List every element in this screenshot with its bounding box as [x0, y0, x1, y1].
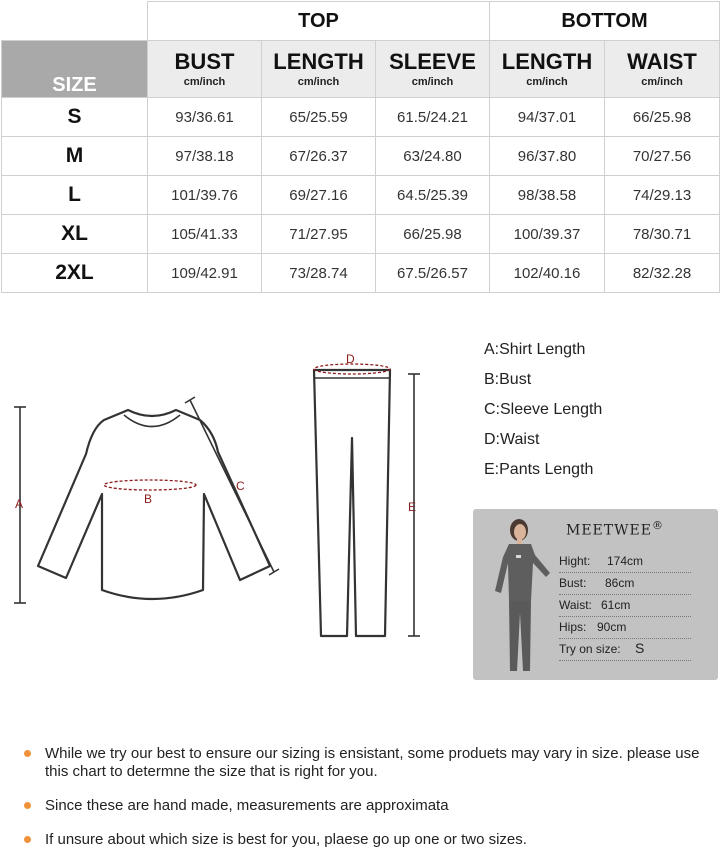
size-label: L [2, 176, 148, 215]
diagram-label-b: B [144, 492, 153, 506]
table-cell: 69/27.16 [262, 176, 376, 215]
size-label: XL [2, 215, 148, 254]
table-cell: 70/27.56 [605, 137, 720, 176]
table-cell: 67/26.37 [262, 137, 376, 176]
table-cell: 105/41.33 [148, 215, 262, 254]
table-cell: 98/38.58 [490, 176, 605, 215]
diagram-label-e: E [408, 500, 417, 514]
size-chart-table [1, 1, 720, 293]
size-label: M [2, 137, 148, 176]
table-cell: 97/38.18 [148, 137, 262, 176]
header-bottom-length: LENGTH cm/inch [490, 41, 605, 98]
model-stat-row: Waist: 61cm [559, 595, 691, 617]
legend-item: B:Bust [484, 371, 532, 388]
diagram-label-d: D [346, 352, 355, 366]
brand-name: MEETWEE® [566, 519, 664, 539]
header-top-length: LENGTH cm/inch [262, 41, 376, 98]
table-cell: 67.5/26.57 [376, 254, 490, 293]
table-cell: 101/39.76 [148, 176, 262, 215]
garment-diagram [0, 340, 470, 650]
corner-blank [2, 2, 148, 41]
table-cell: 63/24.80 [376, 137, 490, 176]
table-row [2, 98, 720, 137]
table-cell: 66/25.98 [376, 215, 490, 254]
model-stat-row: Hips: 90cm [559, 617, 691, 639]
bullet-icon [24, 750, 31, 757]
table-cell: 64.5/25.39 [376, 176, 490, 215]
legend-item: A:Shirt Length [484, 341, 586, 358]
legend-item: E:Pants Length [484, 461, 594, 478]
table-row [2, 176, 720, 215]
model-stat-row: Bust: 86cm [559, 573, 691, 595]
table-cell: 102/40.16 [490, 254, 605, 293]
bullet-icon [24, 836, 31, 843]
table-row [2, 137, 720, 176]
header-top-bust: BUST cm/inch [148, 41, 262, 98]
table-cell: 71/27.95 [262, 215, 376, 254]
model-card [473, 509, 718, 680]
table-cell: 73/28.74 [262, 254, 376, 293]
group-bottom: BOTTOM [490, 2, 720, 41]
table-row [2, 254, 720, 293]
model-stats [559, 551, 691, 661]
bullet-icon [24, 802, 31, 809]
table-cell: 94/37.01 [490, 98, 605, 137]
model-stat-row: Try on size: S [559, 639, 691, 661]
table-cell: 61.5/24.21 [376, 98, 490, 137]
legend-item: D:Waist [484, 431, 540, 448]
table-row [2, 215, 720, 254]
table-cell: 100/39.37 [490, 215, 605, 254]
diagram-label-c: C [236, 479, 245, 493]
group-top: TOP [148, 2, 490, 41]
model-figure [483, 515, 563, 677]
measurement-legend [484, 340, 602, 490]
model-stat-row: Hight: 174cm [559, 551, 691, 573]
shirt-outline [38, 410, 270, 599]
size-label: 2XL [2, 254, 148, 293]
table-cell: 65/25.59 [262, 98, 376, 137]
table-cell: 78/30.71 [605, 215, 720, 254]
table-cell: 109/42.91 [148, 254, 262, 293]
note-item: If unsure about which size is best for you, plaese go up one or two sizes. [24, 831, 714, 849]
size-notes [24, 745, 714, 865]
note-item: Since these are hand made, measurements are approximata [24, 797, 714, 815]
table-cell: 82/32.28 [605, 254, 720, 293]
note-item: While we try our best to ensure our sizing is ensistant, some produets may vary in size. please use this chart to determne the size that is right for you. [24, 745, 714, 781]
table-cell: 66/25.98 [605, 98, 720, 137]
header-bottom-waist: WAIST cm/inch [605, 41, 720, 98]
table-cell: 74/29.13 [605, 176, 720, 215]
size-label: S [2, 98, 148, 137]
diagram-label-a: A [15, 497, 24, 511]
pants-outline [314, 370, 390, 636]
header-size: SIZE [2, 41, 148, 98]
header-top-sleeve: SLEEVE cm/inch [376, 41, 490, 98]
legend-item: C:Sleeve Length [484, 401, 603, 418]
table-cell: 96/37.80 [490, 137, 605, 176]
table-cell: 93/36.61 [148, 98, 262, 137]
